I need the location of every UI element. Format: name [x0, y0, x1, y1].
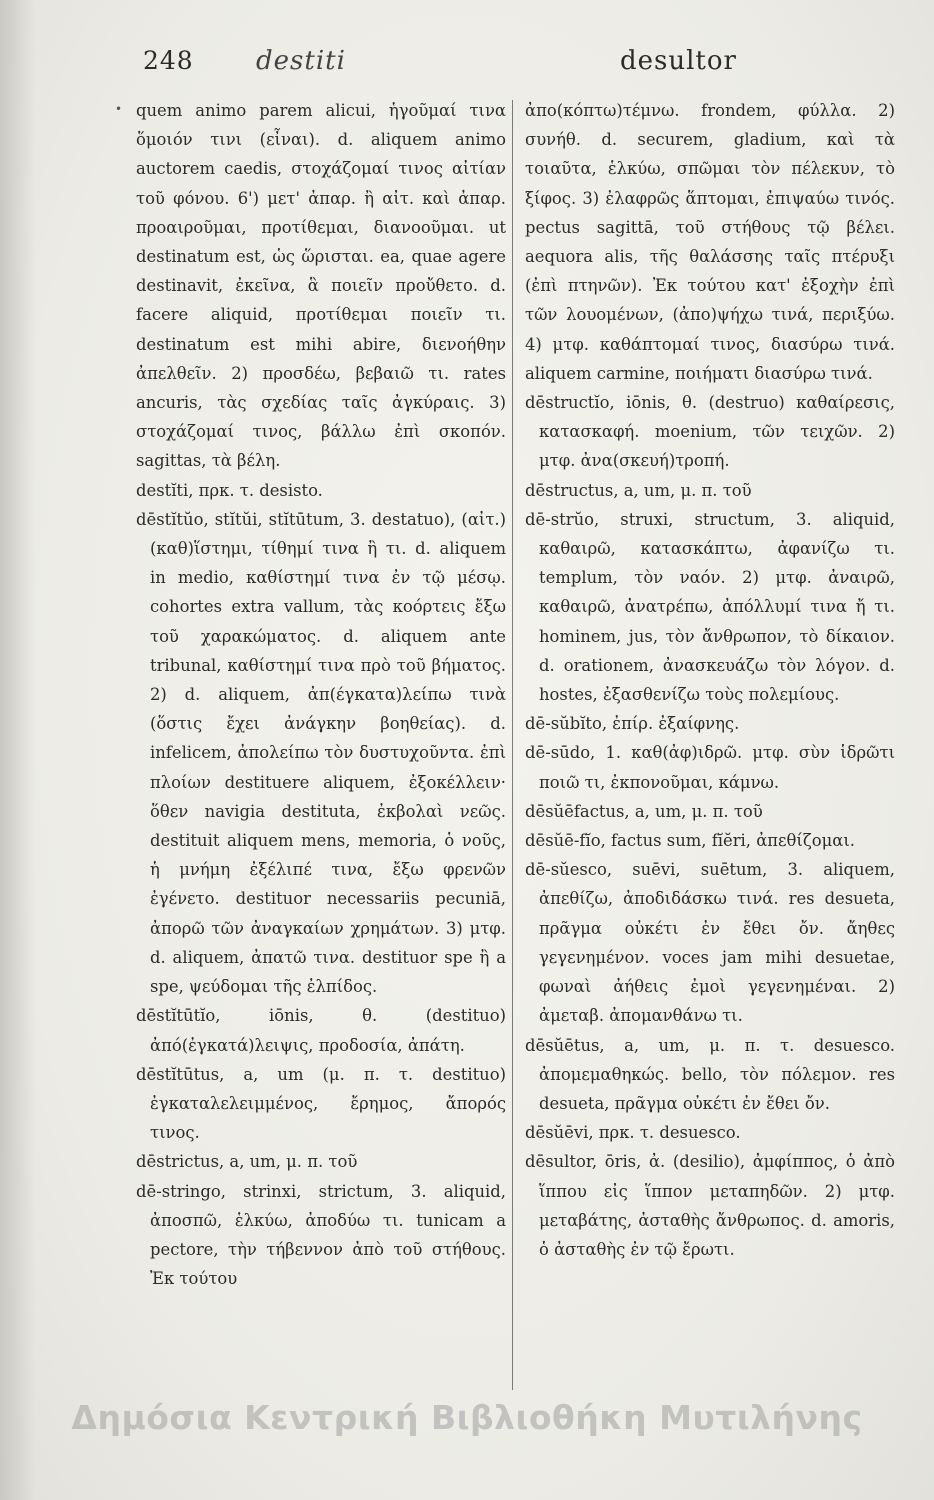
- library-watermark: Δημόσια Κεντρική Βιβλιοθήκη Μυτιλήνης: [71, 1398, 863, 1437]
- dictionary-entry: dē-stringo, strinxi, strictum, 3. aliquid, ἀποσπῶ, ἑλκύω, ἀποδύω τι. tunicam a pectore, τὴν τήβεννον ἀπὸ τοῦ στήθους. Ἐκ τούτου: [136, 1181, 506, 1289]
- dictionary-entry: dēstructus, a, um, μ. π. τοῦ: [525, 480, 752, 500]
- dictionary-entry: dēsŭēvi, πρκ. τ. desuesco.: [525, 1123, 741, 1143]
- dictionary-entry: dē-sūdo, 1. καθ(ἀφ)ιδρῶ. μτφ. σὺν ἱδρῶτι ποιῶ τι, ἐκπονοῦμαι, κάμνω.: [525, 743, 895, 792]
- running-head-right: desultor: [620, 46, 737, 76]
- left-column: [136, 96, 506, 1426]
- page-number: 248: [143, 46, 194, 75]
- dictionary-entry: dēstĭtŭo, stĭtŭi, stĭtūtum, 3. destatuo), (αἰτ.) (καθ)ἵστημι, τίθημί τινα ἢ τι. d. aliquem in medio, καθίστημί τινα ἐν τῷ μέσῳ. cohortes extra vallum, τὰς κοόρτεις ἔξω τοῦ χαρακώματος. d. aliquem ante tribunal, καθίστημί τινα πρὸ τοῦ βήματος. 2) d. aliquem, ἀπ(έγκατα)λείπω τινὰ (ὅστις ἔχει ἀνάγκην βοηθείας). d. infelicem, ἀπολείπω τὸν δυστυχοῦντα. ἐπὶ πλοίων destituere aliquem, ἐξοκέλλειν· ὅθεν navigia destituta, ἐκβολαὶ νεῶς. destituit aliquem mens, memoria, ὁ νοῦς, ἡ μνήμη ἐξέλιπέ τινα, ἔξω φρενῶν ἐγένετο. destituor necessariis pecuniā, ἀπορῶ τῶν ἀναγκαίων χρημάτων. 3) μτφ. d. aliquem, ἀπατῶ τινα. destituor spe ἢ a spe, ψεύδομαι τῆς ἐλπίδος.: [136, 509, 506, 997]
- dictionary-entry: dē-strŭo, struxi, structum, 3. aliquid, καθαιρῶ, κατασκάπτω, ἀφανίζω τι. templum, τὸν ναόν. 2) μτφ. ἀναιρῶ, καθαιρῶ, ἀνατρέπω, ἀπόλλυμί τινα ἤ τι. hominem, jus, τὸν ἄνθρωπον, τὸ δίκαιον. d. orationem, ἀνασκευάζω τὸν λόγον. d. hostes, ἐξασθενίζω τοὺς πολεμίους.: [525, 509, 895, 705]
- page-header: [0, 46, 934, 86]
- dictionary-entry: dēsŭētus, a, um, μ. π. τ. desuesco. ἀπομεμαθηκώς. bello, τὸν πόλεμον. res desueta, πρᾶγμα οὐκέτι ἐν ἔθει ὄν.: [525, 1035, 895, 1113]
- dictionary-entry: dē-sŭbĭto, ἐπίρ. ἐξαίφνης.: [525, 714, 740, 734]
- dictionary-entry: dēsultor, ōris, ἀ. (desilio), ἀμφίππος, ὁ ἀπὸ ἵππου εἰς ἵππον μεταπηδῶν. 2) μτφ. μεταβάτης, ἀσταθὴς ἄνθρωπος. d. amoris, ὁ ἀσταθὴς ἐν τῷ ἔρωτι.: [525, 1152, 895, 1259]
- column-divider: [512, 100, 513, 1390]
- dictionary-entry: dē-sŭesco, suēvi, suētum, 3. aliquem, ἀπεθίζω, ἀποδιδάσκω τινά. res desueta, πρᾶγμα οὐκέτι ἐν ἔθει ὄν. ἄηθες γεγενημένον. voces jam mihi desuetae, φωναὶ ἀήθεις ἐμοὶ γεγενημέναι. 2) ἀμεταβ. ἀπομανθάνω τι.: [525, 860, 895, 1026]
- dictionary-entry: destĭti, πρκ. τ. desisto.: [136, 480, 323, 500]
- margin-mark: •: [115, 102, 123, 116]
- dictionary-entry: dēstĭtūtus, a, um (μ. π. τ. destituo) ἐγκαταλελειμμένος, ἔρημος, ἄπορός τινος.: [136, 1064, 506, 1143]
- dictionary-entry: ἀπο(κόπτω)τέμνω. frondem, φύλλα. 2) συνήθ. d. securem, gladium, καὶ τὰ τοιαῦτα, ἑλκύω, σπῶμαι τὸν πέλεκυν, τὸ ξίφος. 3) ἐλαφρῶς ἅπτομαι, ἐπιψαύω τινός. pectus sagittā, τοῦ στήθους τῷ βέλει. aequora alis, τῆς θαλάσσης ταῖς πτέρυξι (ἐπὶ πτηνῶν). Ἐκ τούτου κατ' ἐξοχὴν ἐπὶ τῶν λουομένων, (ἀπο)ψήχω τινά, περιξύω. 4) μτφ. καθάπτομαί τινος, διασύρω τινά. aliquem carmine, ποιήματι διασύρω τινά.: [525, 101, 895, 383]
- dictionary-entry: dēstrictus, a, um, μ. π. τοῦ: [136, 1152, 358, 1172]
- binding-shadow: [0, 0, 36, 1500]
- dictionary-entry: dēstructĭo, iōnis, θ. (destruo) καθαίρεσις, κατασκαφή. moenium, τῶν τειχῶν. 2) μτφ. ἀνα(σκευή)τροπή.: [525, 393, 895, 471]
- running-head-left: destiti: [256, 46, 346, 76]
- right-column: [525, 96, 895, 1426]
- dictionary-entry: dēsŭē-fĭo, factus sum, fĭĕri, ἀπεθίζομαι.: [525, 831, 855, 851]
- dictionary-entry: dēsŭēfactus, a, um, μ. π. τοῦ: [525, 801, 763, 821]
- dictionary-entry: dēstĭtūtĭo, iōnis, θ. (destituo) ἀπό(ἐγκατά)λειψις, προδοσία, ἀπάτη.: [136, 1006, 506, 1055]
- dictionary-entry: quem animo parem alicui, ἡγοῦμαί τινα ὅμοιόν τινι (εἶναι). d. aliquem animo auctorem caedis, στοχάζομαί τινος αἰτίαν τοῦ φόνου. 6') μετ' ἀπαρ. ἢ αἰτ. καὶ ἀπαρ. προαιροῦμαι, προτίθεμαι, διανοοῦμαι. ut destinatum est, ὡς ὥρισται. ea, quae agere destinavit, ἐκεῖνα, ἃ ποιεῖν προὔθετο. d. facere aliquid, προτίθεμαι ποιεῖν τι. destinatum est mihi abire, διενοήθην ἀπελθεῖν. 2) προσδέω, βεβαιῶ τι. rates ancuris, τὰς σχεδίας ταῖς ἀγκύραις. 3) στοχάζομαί τινος, βάλλω ἐπὶ σκοπόν. sagittas, τὰ βέλη.: [136, 101, 506, 471]
